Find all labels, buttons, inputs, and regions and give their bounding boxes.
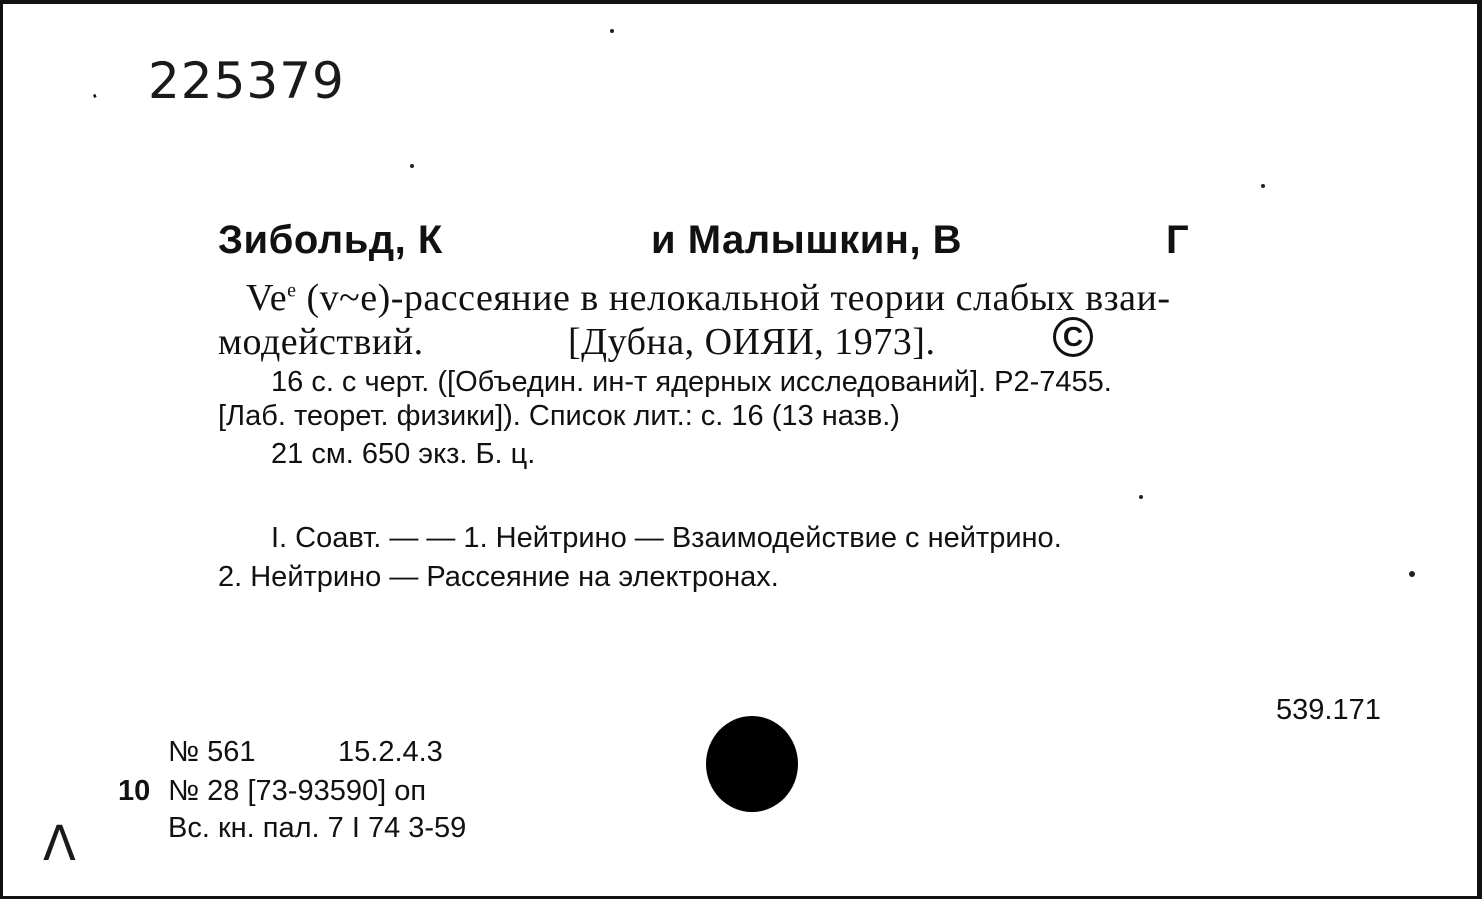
speck — [1409, 571, 1415, 577]
author-second: и Малышкин, В — [651, 218, 963, 262]
copyright-icon: C — [1053, 317, 1093, 357]
subjects-line-2: 2. Нейтрино — Рассеяние на электронах. — [218, 561, 779, 593]
title-prefix: Ve — [246, 277, 288, 319]
handwritten-mark: · — [86, 81, 105, 113]
speck — [1261, 184, 1265, 188]
author-initial: Г — [1166, 218, 1190, 262]
subjects-line-1: I. Соавт. — — 1. Нейтрино — Взаимодействие с нейтрино. — [271, 522, 1062, 554]
author-first: Зибольд, К — [218, 218, 443, 262]
inventory-number: 225379 — [148, 52, 345, 110]
description-line-3: 21 см. 650 экз. Б. ц. — [271, 438, 536, 470]
registry-line-2: № 28 [73-93590] оп — [168, 775, 427, 807]
registry-prefix: 10 — [118, 775, 151, 807]
title-line-1 — [246, 276, 1171, 320]
registry-number: № 561 — [168, 736, 256, 768]
udc-code: 539.171 — [1276, 694, 1381, 726]
speck — [610, 29, 614, 33]
registry-line-3: Вс. кн. пал. 7 I 74 3-59 — [168, 812, 467, 844]
speck — [1139, 495, 1143, 499]
registry-code: 15.2.4.3 — [338, 736, 443, 768]
title-line-2a: модействий. — [218, 321, 424, 363]
description-line-1: 16 с. с черт. ([Объедин. ин-т ядерных исследований]. Р2-7455. — [271, 366, 1112, 398]
punch-hole — [706, 716, 798, 812]
title-superscript: e — [287, 279, 297, 302]
corner-mark: Λ — [43, 816, 76, 872]
title-rest: (v~e)-рассеяние в нелокальной теории слабых взаи- — [296, 277, 1171, 319]
title-line-2b: [Дубна, ОИЯИ, 1973]. — [568, 321, 936, 363]
speck — [410, 164, 414, 168]
description-line-2: [Лаб. теорет. физики]). Список лит.: с. 16 (13 назв.) — [218, 400, 900, 432]
